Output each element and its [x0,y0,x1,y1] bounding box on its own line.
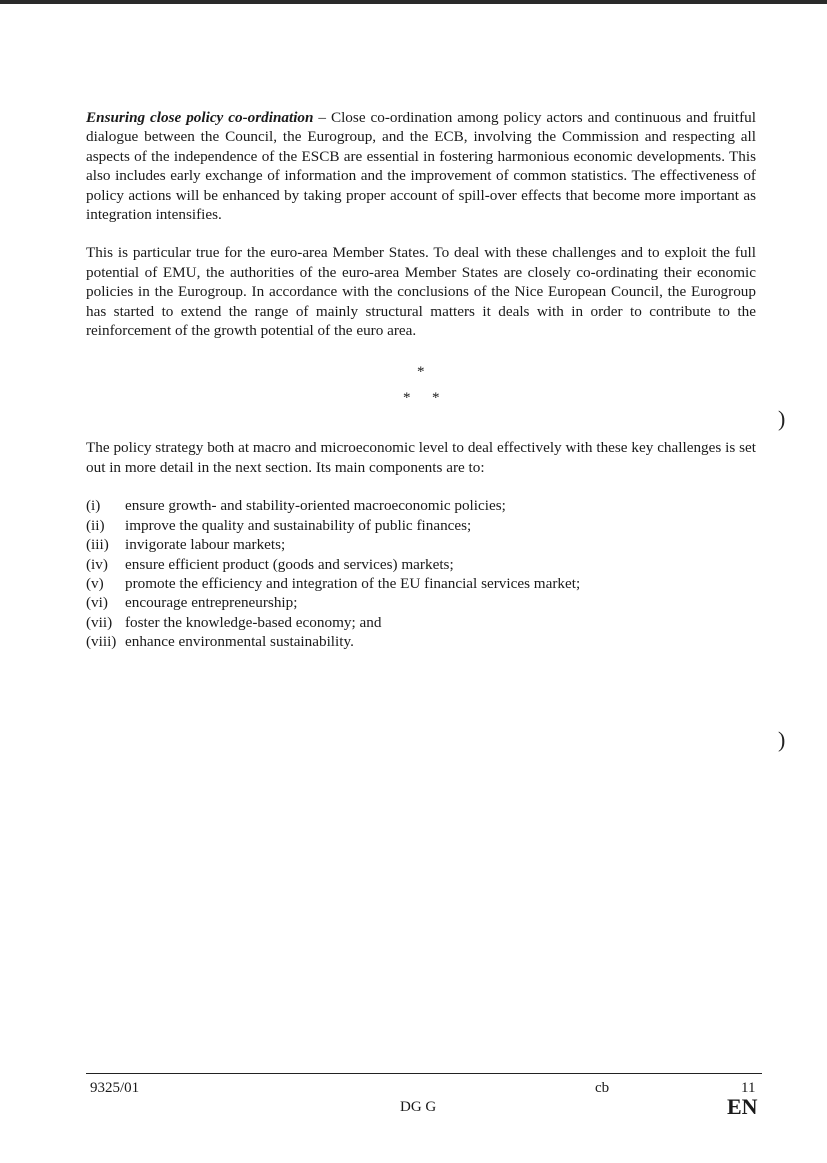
list-item [86,632,756,651]
paragraph-policy-coordination [86,108,756,224]
list-item [86,535,756,554]
list-marker: (vii) [86,613,113,631]
section-separator [86,354,756,414]
top-rule [0,0,827,4]
list-item-text: encourage entrepreneurship; [125,594,298,612]
list-item [86,574,756,593]
paragraph-euro-area: This is particular true for the euro-area Member States. To deal with these challenges and to exploit the full potential of EMU, the authorities of the euro-area Member States are closely co-ordinating their economic policies in the Eurogroup. In accordance with the conclusions of the Nice European Council, the Eurogroup has started to extend the range of mainly structural matters it deals with in order to contribute to the reinforcement of the growth potential of the euro area. [86,244,756,340]
list-item-text: ensure growth- and stability-oriented macroeconomic policies; [125,497,506,515]
list-marker: (ii) [86,516,105,534]
paragraph-lead-heading: Ensuring close policy co-ordination [86,109,314,126]
language-code: EN [727,1094,758,1119]
separator-asterisk: * [403,390,411,407]
list-item-text: promote the efficiency and integration of the EU financial services market; [125,574,581,592]
list-item [86,496,756,515]
document-body [86,108,756,652]
paragraph-policy-strategy: The policy strategy both at macro and microeconomic level to deal effectively with these key challenges is set out in more detail in the next section. Its main components are to: [86,439,756,476]
components-list [86,496,756,651]
list-marker: (vi) [86,594,108,612]
list-marker: (v) [86,574,104,592]
directorate-label: DG G [400,1099,437,1115]
list-item-text: foster the knowledge-based economy; and [125,613,382,631]
list-marker: (iii) [86,536,109,554]
list-item [86,516,756,535]
margin-mark: ) [778,406,786,431]
list-marker: (viii) [86,633,117,651]
separator-asterisk: * [417,364,425,381]
list-item [86,555,756,574]
list-item-text: enhance environmental sustainability. [125,633,354,651]
list-item-text: invigorate labour markets; [125,536,286,554]
footer-rule [86,1073,762,1074]
list-item [86,593,756,612]
author-initials: cb [595,1080,610,1096]
page-number: 11 [741,1080,756,1096]
list-item-text: ensure efficient product (goods and services) markets; [125,555,454,573]
margin-mark: ) [778,727,786,752]
list-marker: (i) [86,497,101,515]
separator-asterisk: * [432,390,440,407]
paragraph-lead-text: – Close co-ordination among policy actors and continuous and fruitful dialogue between the Council, the Eurogroup, and the ECB, involving the Commission and respecting all aspects of the independence of the ESCB are essential in fostering harmonious economic developments. This also includes early exchange of information and the improvement of common statistics. The effectiveness of policy actions will be enhanced by taking proper account of spill-over effects that become more important as integration intensifies. [86,109,756,224]
document-reference: 9325/01 [90,1080,140,1096]
list-marker: (iv) [86,555,108,573]
list-item [86,613,756,632]
list-item-text: improve the quality and sustainability of public finances; [125,516,472,534]
